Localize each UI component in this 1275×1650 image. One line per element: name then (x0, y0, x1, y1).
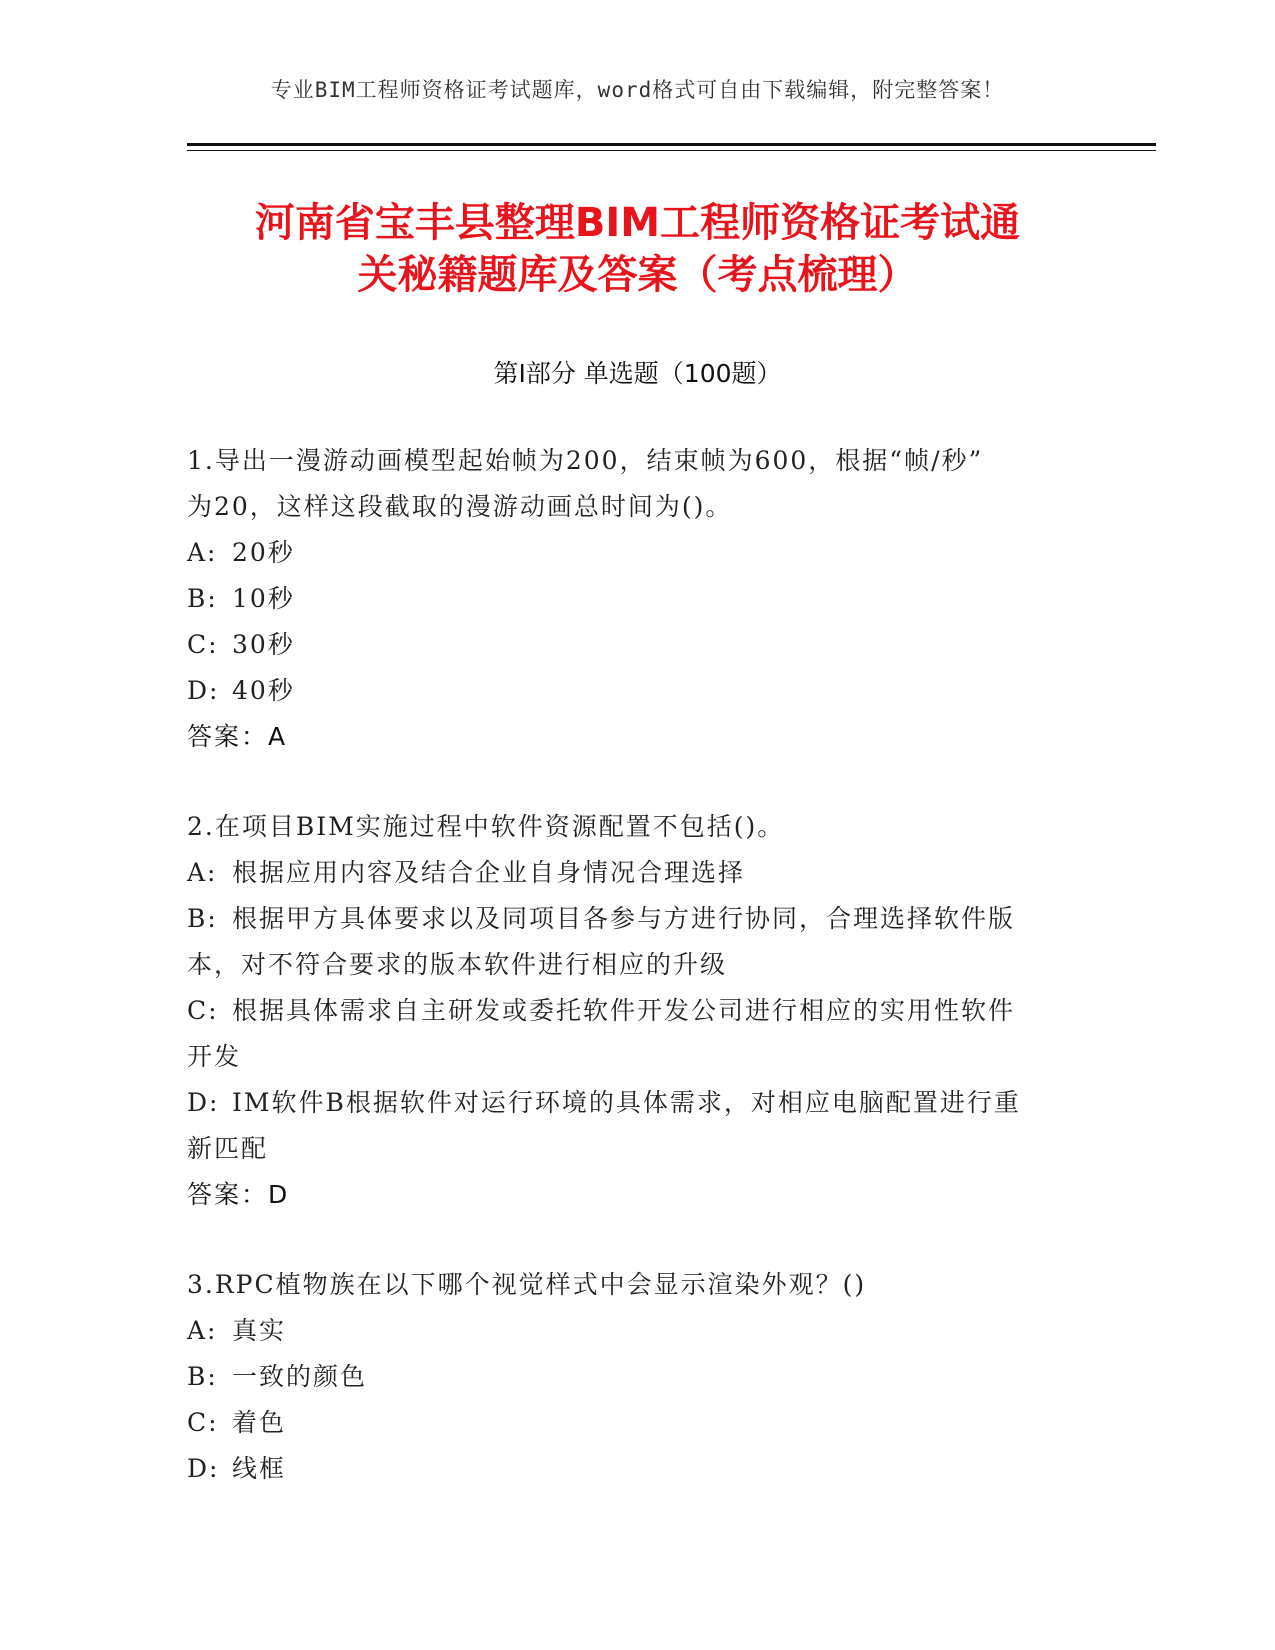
header-rule-thin (187, 150, 1156, 151)
option-key: A: (187, 538, 218, 567)
option-key: B: (187, 584, 218, 613)
option-line (187, 1446, 1087, 1492)
question-stem-line: 2.在项目BIM实施过程中软件资源配置不包括()。 (187, 812, 785, 841)
option-text: 线框 (232, 1454, 287, 1483)
option-text: 根据应用内容及结合企业自身情况合理选择 (232, 858, 746, 887)
option-line (187, 1400, 1087, 1446)
option-key: A: (187, 858, 218, 887)
option-key: D: (187, 676, 220, 705)
option-line (187, 896, 1087, 942)
option-text: 本，对不符合要求的版本软件进行相应的升级 (187, 950, 728, 979)
option-line (187, 1354, 1087, 1400)
option-key: D: (187, 1454, 220, 1483)
option-line (187, 530, 1087, 576)
option-text: 开发 (187, 1042, 242, 1071)
option-text: 一致的颜色 (232, 1362, 368, 1391)
header-note: 专业BIM工程师资格证考试题库，word格式可自由下载编辑，附完整答案！ (270, 78, 1005, 102)
question-block (187, 438, 1087, 760)
option-text: 30秒 (232, 630, 295, 659)
option-key: B: (187, 1362, 218, 1391)
option-text: 根据具体需求自主研发或委托软件开发公司进行相应的实用性软件 (232, 996, 1016, 1025)
option-text: 着色 (232, 1408, 287, 1437)
option-line (187, 988, 1087, 1034)
option-line (187, 942, 1087, 988)
option-line (187, 622, 1087, 668)
option-text: 根据甲方具体要求以及同项目各参与方进行协同，合理选择软件版 (232, 904, 1016, 933)
option-text: 10秒 (232, 584, 295, 613)
answer-line: 答案：A (187, 722, 288, 751)
option-text: 40秒 (232, 676, 295, 705)
question-list (187, 438, 1087, 1536)
option-line (187, 1126, 1087, 1172)
answer-line: 答案：D (187, 1180, 290, 1209)
question-block (187, 804, 1087, 1218)
section-title: 第I部分 单选题（100题） (493, 359, 782, 388)
option-key: C: (187, 996, 219, 1025)
option-line (187, 668, 1087, 714)
option-line (187, 1080, 1087, 1126)
option-text: IM软件B根据软件对运行环境的具体需求，对相应电脑配置进行重 (232, 1088, 1021, 1117)
option-key: C: (187, 630, 219, 659)
option-text: 真实 (232, 1316, 287, 1345)
option-key: B: (187, 904, 218, 933)
option-key: D: (187, 1088, 220, 1117)
option-line (187, 850, 1087, 896)
header-rule-thick (187, 143, 1156, 146)
question-stem-line: 1.导出一漫游动画模型起始帧为200，结束帧为600，根据“帧/秒” (187, 446, 984, 475)
option-line (187, 1308, 1087, 1354)
document-title (150, 197, 1125, 301)
question-stem-line: 为20，这样这段截取的漫游动画总时间为()。 (187, 492, 733, 521)
option-key: A: (187, 1316, 218, 1345)
title-line-2: 关秘籍题库及答案（考点梳理） (357, 252, 918, 298)
option-line (187, 1034, 1087, 1080)
title-line-1: 河南省宝丰县整理BIM工程师资格证考试通 (254, 200, 1021, 246)
option-text: 新匹配 (187, 1134, 269, 1163)
option-key: C: (187, 1408, 219, 1437)
question-block (187, 1262, 1087, 1492)
option-text: 20秒 (232, 538, 295, 567)
option-line (187, 576, 1087, 622)
question-stem-line: 3.RPC植物族在以下哪个视觉样式中会显示渲染外观？() (187, 1270, 867, 1299)
